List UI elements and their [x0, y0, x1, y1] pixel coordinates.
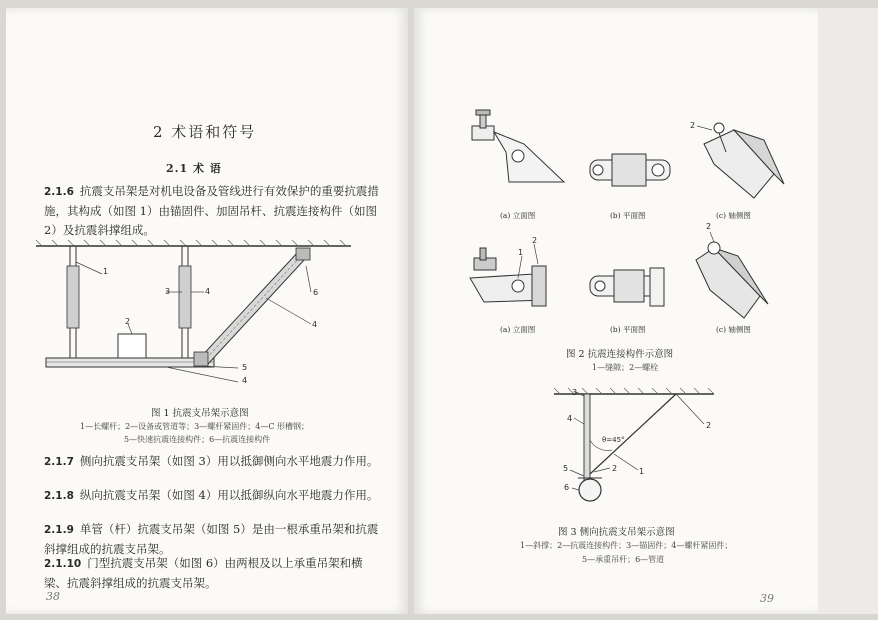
fig1-label-3: 3	[165, 287, 171, 296]
fig2-subcaption-a-row2: (a) 立面图	[500, 325, 536, 334]
clause-text: 单管（杆）抗震支吊架（如图 5）是由一根承重吊架和抗震斜撑组成的抗震支吊架。	[44, 522, 379, 556]
fig1-label-2: 2	[125, 317, 131, 326]
page-number-left: 38	[46, 590, 60, 603]
fig1-label-4a: 4	[205, 287, 211, 296]
clause-text: 侧向抗震支吊架（如图 3）用以抵御侧向水平地震力作用。	[79, 454, 379, 468]
figure1-caption: 图 1 抗震支吊架示意图	[151, 408, 249, 419]
clause-text: 门型抗震支吊架（如图 6）由两根及以上承重吊架和横梁、抗震斜撑组成的抗震支吊架。	[44, 556, 363, 590]
figure2-row2-drawing	[414, 230, 818, 330]
fig2-subcaption-a-row1: (a) 立面图	[500, 211, 536, 220]
fig2-subcaption-b-row1: (b) 平面图	[610, 211, 646, 220]
figure1-drawing	[6, 236, 408, 396]
paragraph-2-1-6	[44, 182, 384, 240]
fig2-callout-2-top: 2	[690, 121, 696, 130]
figure2-caption: 图 2 抗震连接构件示意图	[566, 349, 674, 360]
page-number-right: 39	[760, 592, 774, 605]
clause-text: 纵向抗震支吊架（如图 4）用以抵御纵向水平地震力作用。	[79, 488, 379, 502]
fig2-callout-1: 1	[518, 248, 524, 257]
chapter-title: 2 术语和符号	[153, 123, 257, 141]
figure3-legend-line2: 5—承重吊杆；6—管道	[582, 555, 665, 564]
left-page	[6, 8, 408, 614]
fig3-label-2a: 2	[706, 421, 712, 430]
fig3-label-2b: 2	[612, 464, 618, 473]
fig3-label-4: 4	[567, 414, 573, 423]
fig2-subcaption-c-row1: (c) 轴侧图	[716, 211, 751, 220]
fig3-label-5: 5	[563, 464, 569, 473]
figure1-legend-line2: 5—快速抗震连接构件；6—抗震连接构件	[124, 435, 271, 444]
fig3-label-3: 3	[572, 388, 578, 397]
fig3-label-6: 6	[564, 483, 570, 492]
clause-text: 抗震支吊架是对机电设备及管线进行有效保护的重要抗震措施，其构成（如图 1）由锚固件、加固吊杆、抗震连接构件（如图 2）及抗震斜撑组成。	[44, 184, 379, 237]
fig2-subcaption-c-row2: (c) 轴侧图	[716, 325, 751, 334]
figure3-drawing	[414, 384, 818, 524]
fig1-label-5: 5	[242, 363, 248, 372]
figure2-legend: 1—缝隙；2—螺栓	[592, 363, 659, 372]
fig3-angle-label: θ=45°	[602, 436, 625, 444]
paragraph-2-1-10	[44, 554, 384, 593]
fig1-label-1: 1	[103, 267, 109, 276]
fig2-callout-2-right: 2	[706, 222, 712, 231]
fig1-label-4c: 4	[242, 376, 248, 385]
clause-number: 2.1.9	[44, 524, 74, 536]
clause-number: 2.1.8	[44, 490, 74, 502]
paragraph-2-1-8	[44, 486, 384, 506]
clause-number: 2.1.10	[44, 558, 82, 570]
figure3-legend-line1: 1—斜撑；2—抗震连接构件；3—锚固件；4—螺杆紧固件；	[520, 541, 733, 550]
paragraph-2-1-7	[44, 452, 384, 472]
clause-number: 2.1.7	[44, 456, 74, 468]
next-page-edge	[818, 8, 878, 614]
fig1-label-6: 6	[313, 288, 319, 297]
section-title: 2.1 术 语	[166, 162, 222, 175]
fig1-label-4b: 4	[312, 320, 318, 329]
fig3-label-1: 1	[639, 467, 645, 476]
figure1-legend-line1: 1—长螺杆；2—设备或管道等；3—螺杆紧固件；4—C 形槽钢；	[80, 422, 310, 431]
fig2-subcaption-b-row2: (b) 平面图	[610, 325, 646, 334]
figure2-row1-drawing	[414, 104, 818, 204]
fig2-callout-2-mid: 2	[532, 236, 538, 245]
clause-number: 2.1.6	[44, 186, 74, 198]
figure3-caption: 图 3 侧向抗震支吊架示意图	[558, 527, 675, 538]
right-page	[414, 8, 818, 614]
